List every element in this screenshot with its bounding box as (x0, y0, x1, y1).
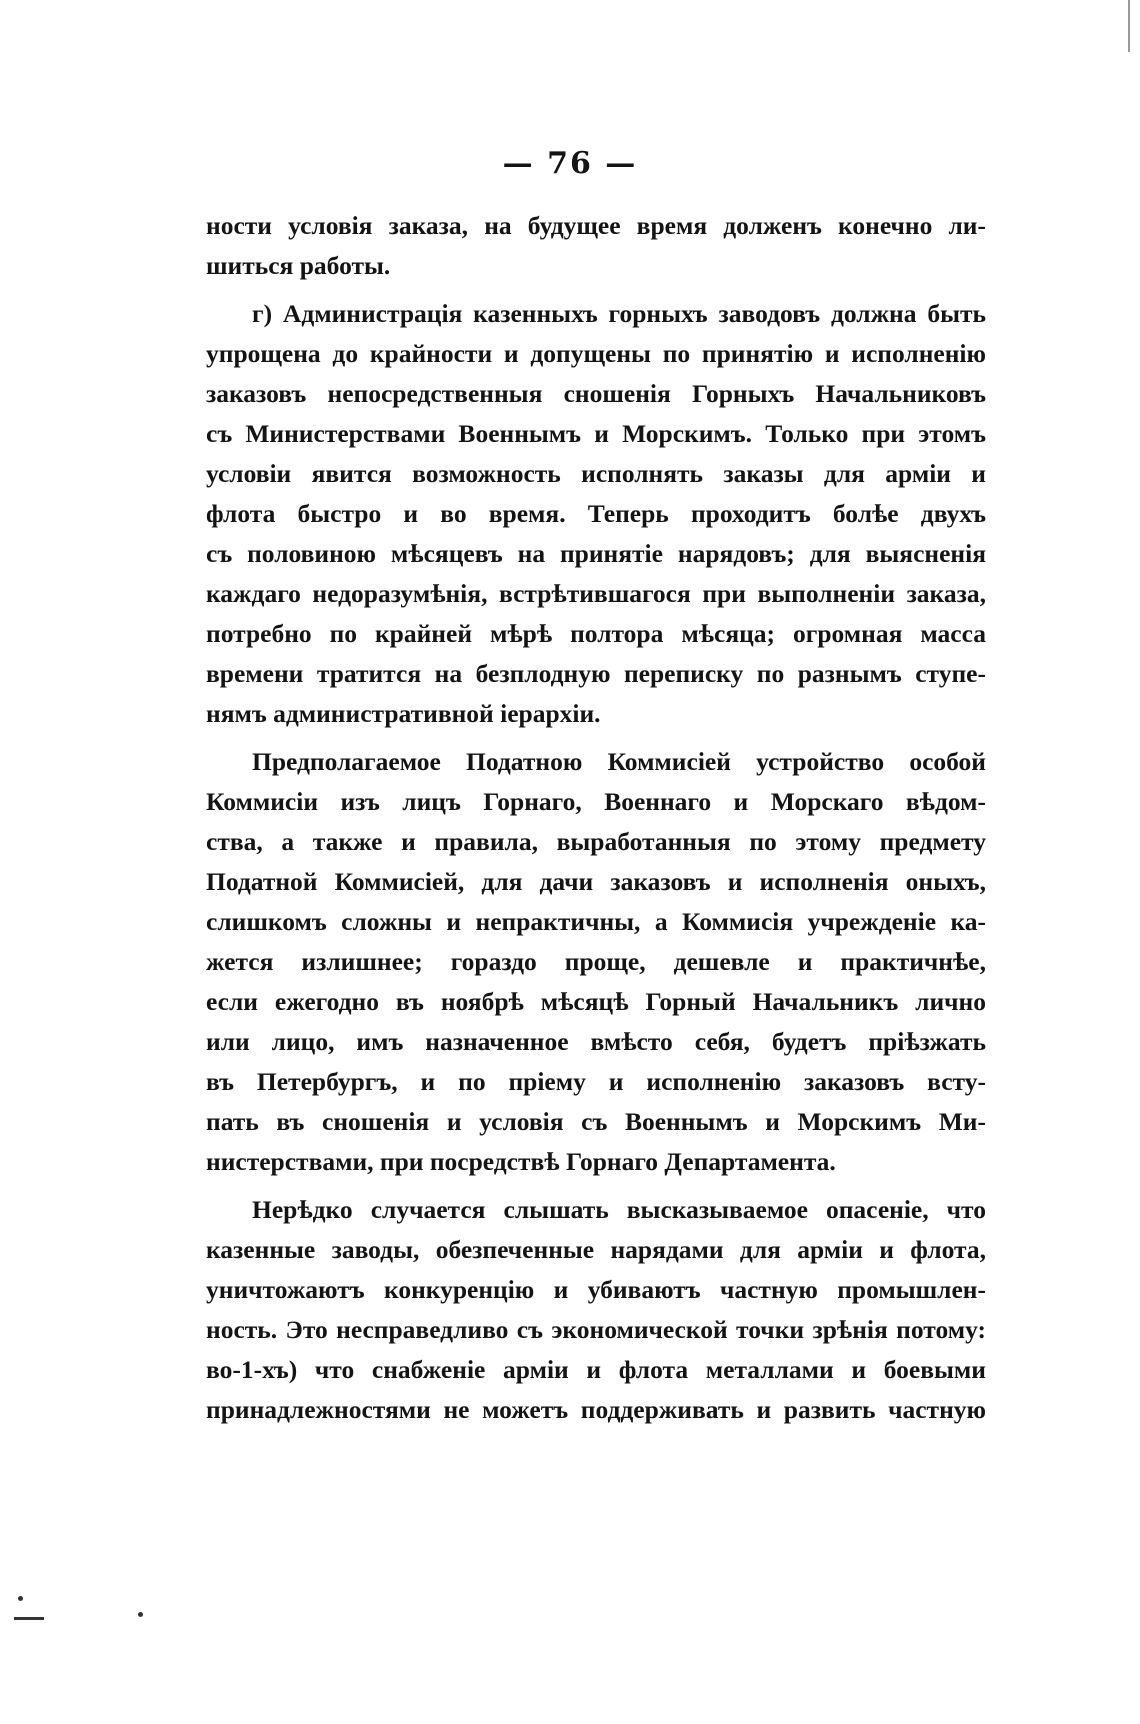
text-line: упрощена до крайности и допущены по принятію и исполненію (206, 339, 986, 368)
text-line: Податной Коммисіей, для дачи заказовъ и исполненія оныхъ, (206, 867, 986, 896)
scan-speck (138, 1612, 143, 1617)
paragraph-start-line: Нерѣдко случается слышать высказываемое опасеніе, что (252, 1195, 986, 1224)
text-line: казенные заводы, обезпеченные нарядами для арміи и флота, (206, 1235, 986, 1264)
text-line: жется излишнее; гораздо проще, дешевле и практичнѣе, (206, 947, 986, 976)
text-line: нистерствами, при посредствѣ Горнаго Департамента. (206, 1147, 836, 1176)
text-line: условіи явится возможность исполнять заказы для арміи и (206, 459, 986, 488)
text-line: шиться работы. (206, 251, 391, 280)
text-line: пать въ сношенія и условія съ Военнымъ и Морскимъ Ми- (206, 1107, 986, 1136)
text-line: въ Петербургъ, и по пріему и исполненію заказовъ всту- (206, 1067, 986, 1096)
scan-speck (18, 1596, 23, 1601)
text-line: если ежегодно въ ноябрѣ мѣсяцѣ Горный Начальникъ лично (206, 987, 986, 1016)
body-text (206, 206, 986, 1430)
text-line: принадлежностями не можетъ поддерживать и развить частную (206, 1395, 986, 1424)
text-line: во-1-хъ) что снабженіе арміи и флота металлами и боевыми (206, 1355, 986, 1384)
text-line: ность. Это несправедливо съ экономической точки зрѣнія потому: (206, 1315, 986, 1344)
text-line: Коммисіи изъ лицъ Горнаго, Военнаго и Морскаго вѣдом- (206, 787, 986, 816)
paragraph-start-line: Предполагаемое Податною Коммисіей устройство особой (252, 747, 986, 776)
text-line: слишкомъ сложны и непрактичны, а Коммисія учрежденіе ка- (206, 907, 986, 936)
scan-edge-mark (14, 1617, 44, 1620)
text-line: уничтожаютъ конкуренцію и убиваютъ частную промышлен- (206, 1275, 986, 1304)
text-line: съ Министерствами Военнымъ и Морскимъ. Только при этомъ (206, 419, 986, 448)
paragraph-start-line: г) Администрація казенныхъ горныхъ заводовъ должна быть (252, 299, 986, 328)
text-line: времени тратится на безплодную переписку по разнымъ ступе- (206, 659, 986, 688)
text-line: ности условія заказа, на будущее время долженъ конечно ли- (206, 211, 986, 240)
text-line: флота быстро и во время. Теперь проходитъ болѣе двухъ (206, 499, 986, 528)
text-line: ства, а также и правила, выработанныя по этому предмету (206, 827, 986, 856)
page-number: — 76 — (502, 146, 638, 181)
text-line: заказовъ непосредственныя сношенія Горныхъ Начальниковъ (206, 379, 986, 408)
text-line: каждаго недоразумѣнія, встрѣтившагося при выполненіи заказа, (206, 579, 986, 608)
text-line: потребно по крайней мѣрѣ полтора мѣсяца; огромная масса (206, 619, 986, 648)
scan-edge-line (1128, 0, 1130, 52)
text-line: нямъ административной іерархіи. (206, 699, 601, 728)
text-line: или лицо, имъ назначенное вмѣсто себя, будетъ пріѣзжать (206, 1027, 986, 1056)
text-line: съ половиною мѣсяцевъ на принятіе нарядовъ; для выясненія (206, 539, 986, 568)
